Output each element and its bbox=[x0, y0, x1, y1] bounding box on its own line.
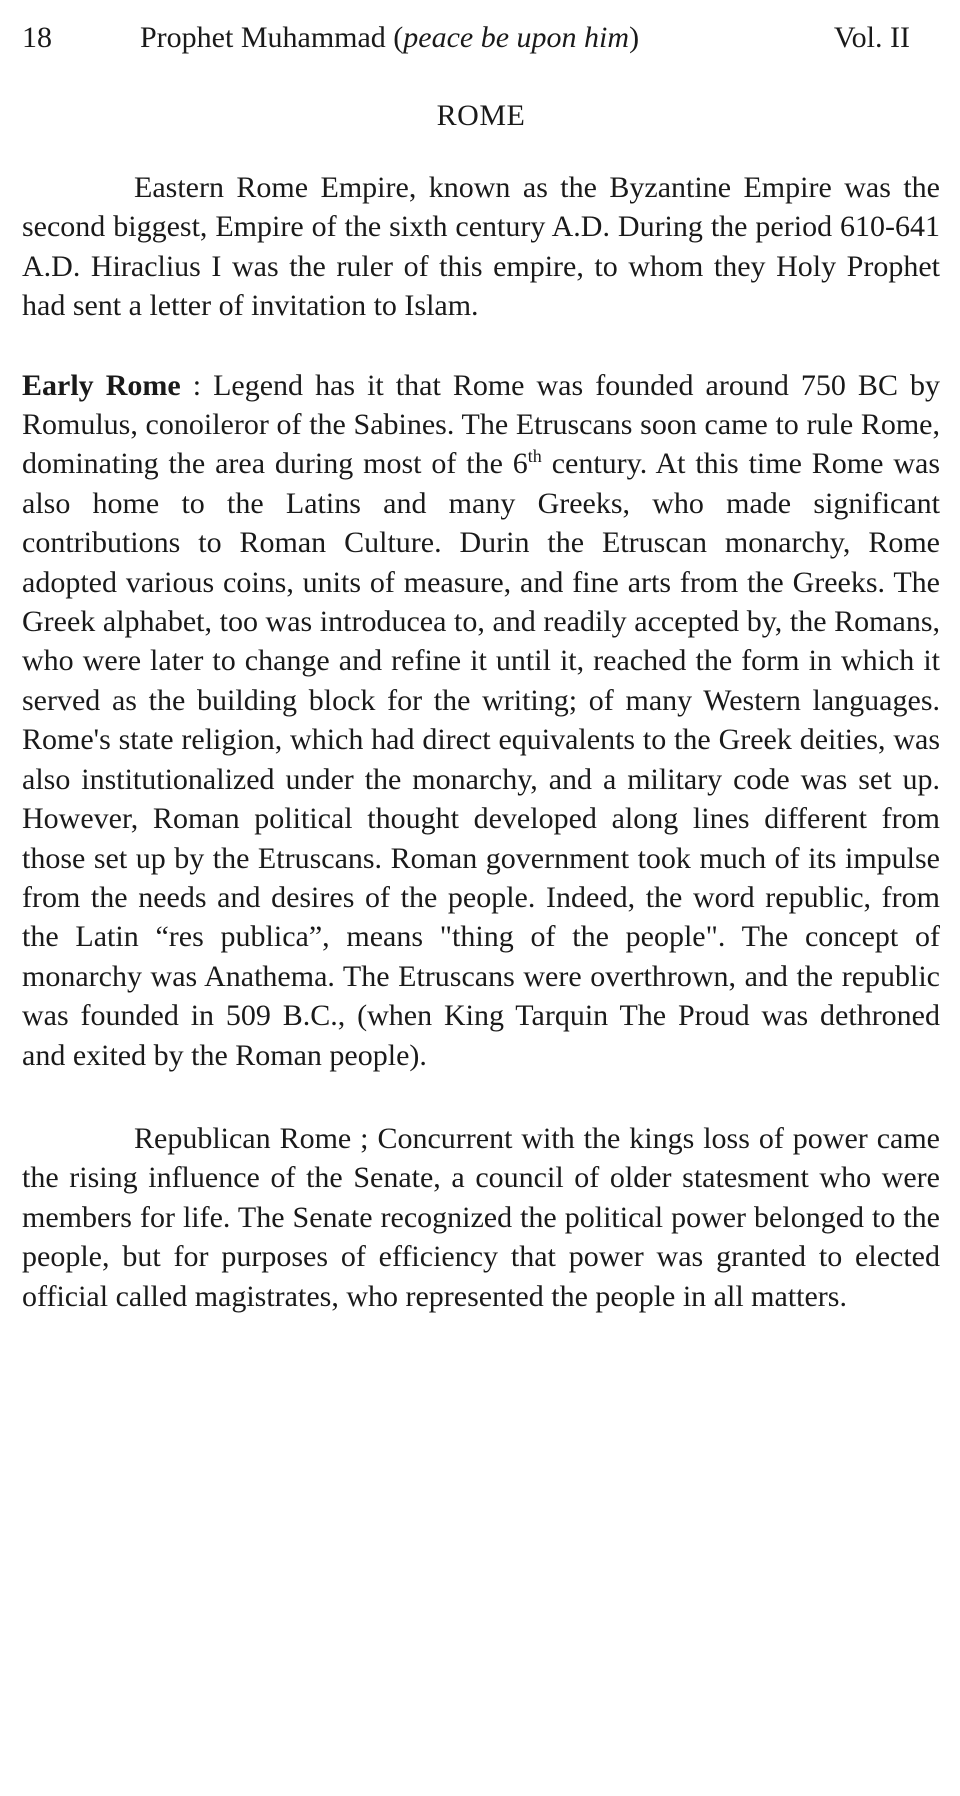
intro-paragraph: Eastern Rome Empire, known as the Byzantine Empire was the second biggest, Empire of the sixth century A.D. During the period 610-641 A.D. Hiraclius I was the ruler of this empire, to whom they Holy Prophet had sent a letter of invitation to Islam. bbox=[22, 171, 940, 323]
republican-rome-paragraph: Republican Rome ; Concurrent with the kings loss of power came the rising influence of the Senate, a council of older statesment who were members for life. The Senate recognized the political power belonged to the people, but for purposes of efficiency that power was granted to elected official called magistrates, who represented the people in all matters. bbox=[22, 1121, 940, 1313]
early-rome-text-start: : Legend has it that Rome was founded around 750 BC by Romulus, conoileror of the Sabines. The Etruscans soon came to rule Rome, dominating the area during most of the 6 bbox=[22, 368, 940, 481]
early-rome-text-end: century. At this time Rome was also home to the Latins and many Greeks, who made significant contributions to Roman Culture. Durin the Etruscan monarchy, Rome adopted various coins, units of measure, and fine arts from the Greeks. The Greek alphabet, too was introducea to, and readily accepted by, the Romans, who were later to change and refine it until it, reached the form in which it served as the building block for the writing; of many Western languages. Rome's state religion, which had direct equivalents to the Greek deities, was also institutionalized under the monarchy, and a military code was set up. However, Roman political thought developed along lines different from those set up by the Etruscans. Roman government took much of its impulse from the needs and desires of the people. Indeed, the word republic, from the Latin “res publica”, means "thing of the people". The concept of monarchy was Anathema. The Etruscans were overthrown, and the republic was founded in 509 B.C., (when King Tarquin The Proud was dethroned and exited by the Roman people). bbox=[22, 447, 940, 1072]
ordinal-superscript: th bbox=[527, 446, 542, 467]
book-title-italic: peace be upon him bbox=[403, 21, 630, 54]
paragraph-spacer bbox=[22, 1075, 940, 1119]
paragraph-spacer bbox=[22, 326, 940, 366]
book-title bbox=[140, 18, 834, 58]
volume-label: Vol. II bbox=[833, 21, 910, 54]
early-rome-label: Early Rome bbox=[22, 368, 181, 402]
early-rome-paragraph bbox=[22, 366, 940, 1075]
document-page bbox=[22, 18, 940, 1316]
page-number: 18 bbox=[22, 21, 52, 54]
book-title-start: Prophet Muhammad ( bbox=[140, 21, 404, 54]
chapter-heading: ROME bbox=[436, 99, 526, 132]
running-header bbox=[22, 18, 940, 58]
book-title-end: ) bbox=[629, 21, 640, 54]
